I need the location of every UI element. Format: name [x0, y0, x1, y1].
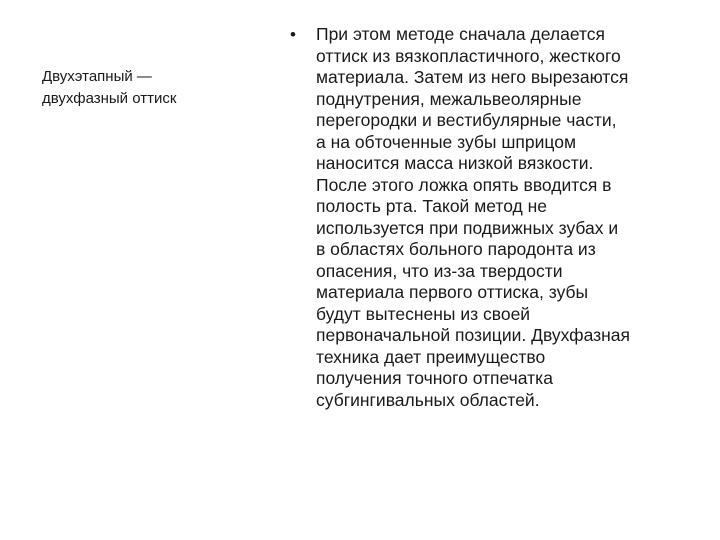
bullet-paragraph [316, 24, 710, 411]
paragraph-line: первоначальной позиции. Двухфазная [316, 325, 631, 345]
slide-title-line: двухфазный оттиск [42, 90, 177, 107]
paragraph-line: а на обточенные зубы шприцом [316, 131, 576, 152]
paragraph-line: используется при подвижных зубах и [316, 217, 619, 238]
paragraph-line: опасения, что из-за твердости [316, 260, 563, 281]
paragraph-line: полость рта. Такой метод не [316, 196, 548, 216]
paragraph-line: При этом методе сначала делается [316, 24, 606, 44]
paragraph-line: оттиск из вязкопластичного, жесткого [316, 45, 621, 66]
paragraph-line: перегородки и вестибулярные части, [316, 110, 617, 130]
paragraph-line: техника дает преимущество [316, 346, 546, 367]
paragraph-line: будут вытеснены из своей [316, 303, 531, 324]
paragraph-line: в областях больного пародонта из [316, 239, 596, 259]
slide-title-line: Двухэтапный — [42, 68, 152, 85]
paragraph-line: материала. Затем из него вырезаются [316, 67, 629, 87]
paragraph-line: получения точного отпечатка [316, 368, 553, 388]
paragraph-line: наносится масса низкой вязкости. [316, 153, 594, 173]
paragraph-line: поднутрения, межальвеолярные [316, 88, 582, 109]
paragraph-line: материала первого оттиска, зубы [316, 282, 589, 302]
paragraph-line: После этого ложка опять вводится в [316, 174, 612, 195]
bullet-dot-icon: • [290, 25, 296, 44]
slide-title [42, 66, 262, 110]
paragraph-line: субгингивальных областей. [316, 389, 540, 410]
